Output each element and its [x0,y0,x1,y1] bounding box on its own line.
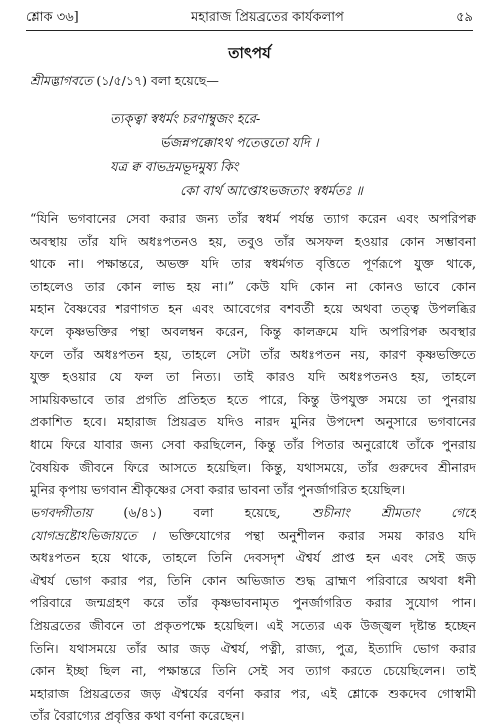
header-divider [26,30,473,31]
intro-reference: (১/৫/১৭) [96,73,147,88]
sanskrit-quote: যোগভ্রষ্টোঽভিজায়তে । [30,527,156,543]
paragraph-line: প্রকাশিত হবে। মহারাজ প্রিয়ব্রত যদিও নারদ মুনির উপদেশ অনুসারে ভগবানের [30,414,476,430]
verse-line: র্ভজন্নপক্কোঽথ পতেত্ততো যদি । [160,136,319,151]
paragraph-line: প্রিয়ব্রতের জীবনে তা প্রকৃতপক্ষে হয়েছিল। এই সত্যের এক উজ্জ্বল দৃষ্টান্ত হচ্ছেন [30,617,476,633]
paragraph-line: ফলে তাঁর অধঃপতন হয়, তাহলে সেটা তাঁর অধঃপতন নয়, কারণ কৃষ্ণভক্তিতে [30,346,476,362]
verse-line: যত্র ক্ব বাভদ্রমভূদমুষ্য কিং [110,160,239,175]
section-title: তাৎপর্য [228,44,271,62]
page-number: ৫৯ [456,10,473,25]
paragraph-line: অবস্থায় তাঁর যদি অধঃপতনও হয়, তবুও তাঁর অসফল হওয়ার কোন সম্ভাবনা [30,233,476,249]
paragraph-line: অধঃপতন হয়ে থাকে, তাহলে তিনি দেবসদৃশ ঐশ্বর্য প্রাপ্ত হন এবং সেই জড় [30,550,476,566]
paragraph-line: তাহলেও তার কোন লাভ হয় না।” কেউ যদি কোন না কোনও ভাবে কোন [30,278,476,294]
paragraph-line: সাময়িকভাবে তার প্রগতি প্রতিহত হতে পারে, কিন্তু উপযুক্ত সময়ে তা পুনরায় [30,391,476,407]
gita-source: ভগবদ্গীতায় [30,505,93,520]
sanskrit-quote: শুচীনাং শ্রীমতাং গেহে [311,505,476,520]
intro-source: শ্রীমদ্ভাগবতে [30,73,93,88]
paragraph-line: যুক্ত হওয়ার যে ফল তা নিত্য। তাই কারও যদি অধঃপতনও হয়, তাহলে [30,369,476,385]
paragraph-line [30,525,476,548]
paragraph-line: ধামে ফিরে যাবার জন্য সেবা করছিলেন, কিন্তু তাঁর পিতার অনুরোধে তাঁকে পুনরায় [30,436,476,452]
intro-text: বলা হয়েছে— [150,73,219,88]
paragraph-line: কোন ইচ্ছা ছিল না, পক্ষান্তরে তিনি সেই সব ত্যাগ করতে চেয়েছিলেন। তাই [30,663,476,679]
paragraph-line: বৈষয়িক জীবনে ফিরে আসতে হয়েছিল। কিন্তু, যথাসময়ে, তাঁর গুরুদেব শ্রীনারদ [30,459,476,475]
paragraph-line: মহারাজ প্রিয়ব্রতের জড় ঐশ্বর্যের বর্ণনা করার পর, এই শ্লোকে শুকদেব গোস্বামী [30,685,476,701]
paragraph-line: তিনি। যথাসময়ে তাঁর আর জড় ঐশ্বর্য, পত্নী, রাজ্য, পুত্র, ইত্যাদি ভোগ করার [30,640,476,656]
running-header [26,8,473,26]
inline-text: বলা হয়েছে, [193,505,281,520]
gita-reference: (৬/৪১) [123,505,163,520]
purport-paragraph [30,208,476,502]
paragraph-line: থাকে না। পক্ষান্তরে, অভক্ত যদি তার স্বধর্মগত বৃত্তিতে পূর্ণরূপে যুক্ত থাকে, [30,256,476,272]
verse-reference: শ্লোক ৩৬] [26,10,79,25]
paragraph-line: মুনির কৃপায় ভগবান শ্রীকৃষ্ণের সেবা করার ভাবনা তাঁর পুনর্জাগরিত হয়েছিল। [30,482,406,498]
paragraph-line: মহান বৈষ্ণবের শরণাগত হন এবং আবেগের বশবর্তী হয়ে অথবা তত্ত্ব উপলব্ধির [30,301,476,317]
verse-line: ত্যক্ত্বা স্বধর্মং চরণাম্বুজং হরে- [110,112,261,127]
chapter-title: মহারাজ প্রিয়ব্রতের কার্যকলাপ [191,10,344,25]
paragraph-line: পরিবারে জন্মগ্রহণ করে তাঁর কৃষ্ণভাবনামৃত পুনর্জাগরিত করার সুযোগ পান। [30,595,476,611]
paragraph-line: ঐশ্বর্য ভোগ করার পর, তিনি কোন অভিজাত শুদ্ধ ব্রাহ্মণ পরিবারে অথবা ধনী [30,572,476,588]
paragraph-line: তাঁর বৈরাগ্যের প্রবৃত্তির কথা বর্ণনা করেছেন। [30,708,245,724]
intro-line [30,73,219,93]
purport-paragraph-2 [30,502,476,728]
verse-line: কো বার্থ আপ্তোঽভজতাং স্বধর্মতঃ ॥ [180,184,363,199]
paragraph-line: ফলে কৃষ্ণভক্তির পন্থা অবলম্বন করেন, কিন্তু কালক্রমে যদি অপরিপক্ব অবস্থার [30,323,476,339]
paragraph-line: “যিনি ভগবানের সেবা করার জন্য তাঁর স্বধর্ম পর্যন্ত ত্যাগ করেন এবং অপরিপক্ব [30,211,476,226]
inline-text: ভক্তিযোগের পন্থা অনুশীলন করার সময় কারও যদি [169,527,476,543]
paragraph-line [30,502,476,525]
